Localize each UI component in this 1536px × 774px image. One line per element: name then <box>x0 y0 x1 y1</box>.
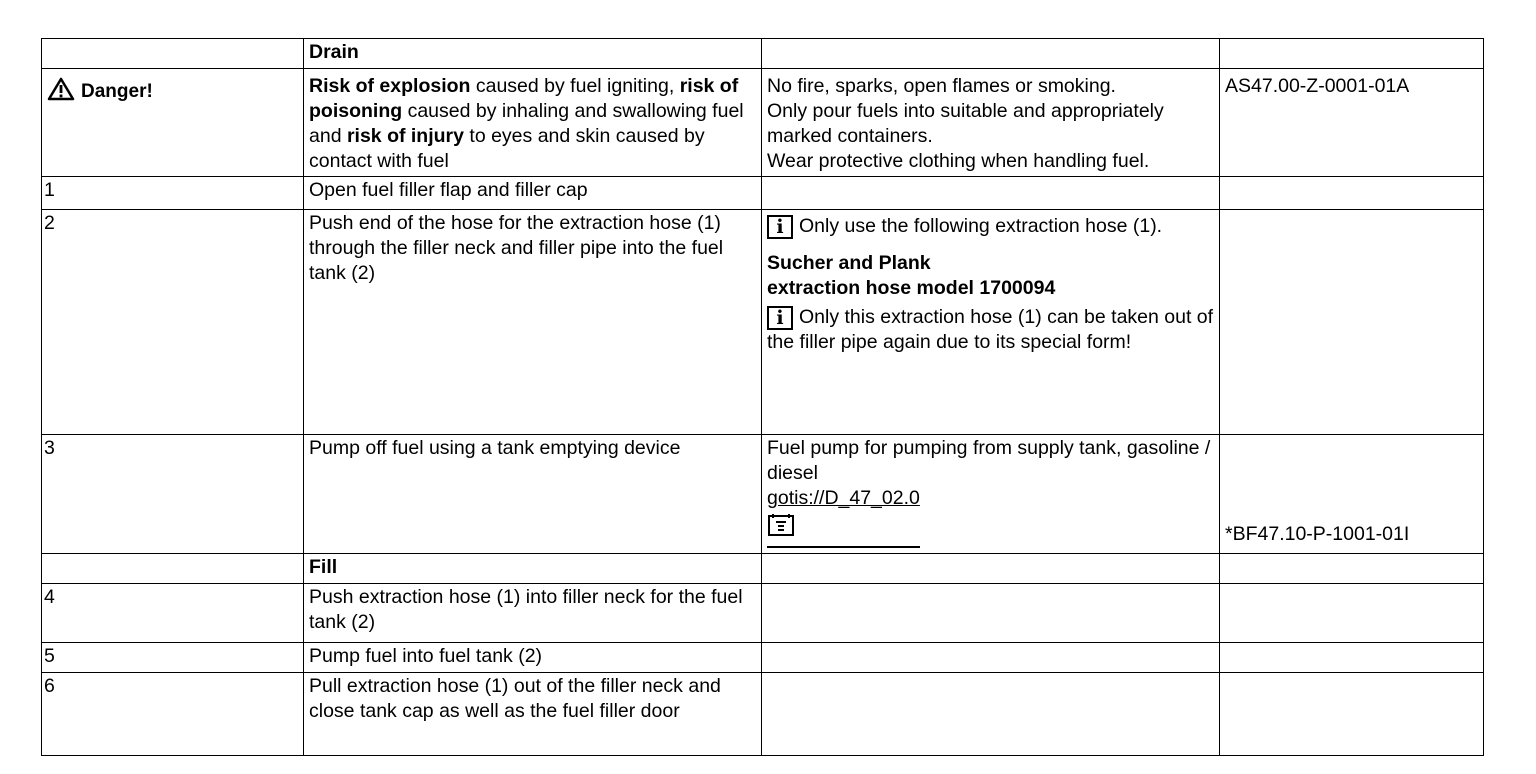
danger-label: Danger! <box>81 81 153 102</box>
section-row-fill <box>42 554 1484 584</box>
procedure-table <box>41 38 1484 756</box>
step-notes <box>762 210 1220 435</box>
risk-explosion: Risk of explosion <box>309 75 471 97</box>
danger-risk-text <box>304 69 762 177</box>
step-number: 5 <box>42 643 304 673</box>
step-text: Pump fuel into fuel tank (2) <box>304 643 762 673</box>
tool-description: Fuel pump for pumping from supply tank, gasoline / diesel <box>767 437 1211 484</box>
measure-item: No fire, sparks, open flames or smoking. <box>767 75 1116 97</box>
step-row <box>42 177 1484 210</box>
step-text: Pump off fuel using a tank emptying device <box>304 435 762 554</box>
step-row <box>42 584 1484 643</box>
measure-item: Only pour fuels into suitable and appropriately marked containers. <box>767 100 1164 147</box>
step-row <box>42 673 1484 756</box>
info-icon: i <box>767 215 793 239</box>
info-icon: i <box>767 306 793 330</box>
step-number: 3 <box>42 435 304 554</box>
info-note: Only use the following extraction hose (1). <box>799 215 1163 237</box>
risk-injury-desc: to eyes and skin caused by contact with fuel <box>309 125 705 172</box>
tool-name: Sucher and Plank <box>767 252 931 274</box>
step-tool <box>762 435 1220 554</box>
danger-ref: AS47.00-Z-0001-01A <box>1220 69 1484 177</box>
risk-poisoning-desc: caused by inhaling and swallowing fuel and <box>309 100 744 147</box>
section-title-fill: Fill <box>304 554 762 584</box>
danger-measures <box>762 69 1220 177</box>
risk-injury: risk of injury <box>346 125 464 147</box>
step-number: 6 <box>42 673 304 756</box>
danger-row <box>42 69 1484 177</box>
step-text: Open fuel filler flap and filler cap <box>304 177 762 210</box>
step-text: Push end of the hose for the extraction hose (1) through the filler neck and filler pipe into the fuel tank (2) <box>304 210 762 435</box>
section-row-drain <box>42 39 1484 69</box>
danger-cell <box>42 69 304 177</box>
step-text: Push extraction hose (1) into filler neck for the fuel tank (2) <box>304 584 762 643</box>
step-number: 4 <box>42 584 304 643</box>
measure-item: Wear protective clothing when handling fuel. <box>767 150 1150 172</box>
step-row <box>42 210 1484 435</box>
document-icon[interactable] <box>767 513 795 544</box>
step-row <box>42 435 1484 554</box>
tool-model: extraction hose model 1700094 <box>767 277 1056 299</box>
step-text: Pull extraction hose (1) out of the filler neck and close tank cap as well as the fuel filler door <box>304 673 762 756</box>
step-ref: *BF47.10-P-1001-01I <box>1220 435 1484 554</box>
step-row <box>42 643 1484 673</box>
gotis-link[interactable]: gotis://D_47_02.0 <box>767 487 920 509</box>
risk-poisoning: risk of poisoning <box>309 75 739 122</box>
info-note: Only this extraction hose (1) can be taken out of the filler pipe again due to its special form! <box>767 306 1214 353</box>
risk-explosion-desc: caused by fuel igniting, <box>470 75 675 97</box>
step-number: 1 <box>42 177 304 210</box>
warning-triangle-icon <box>47 77 75 108</box>
step-number: 2 <box>42 210 304 435</box>
section-title-drain: Drain <box>304 39 762 69</box>
